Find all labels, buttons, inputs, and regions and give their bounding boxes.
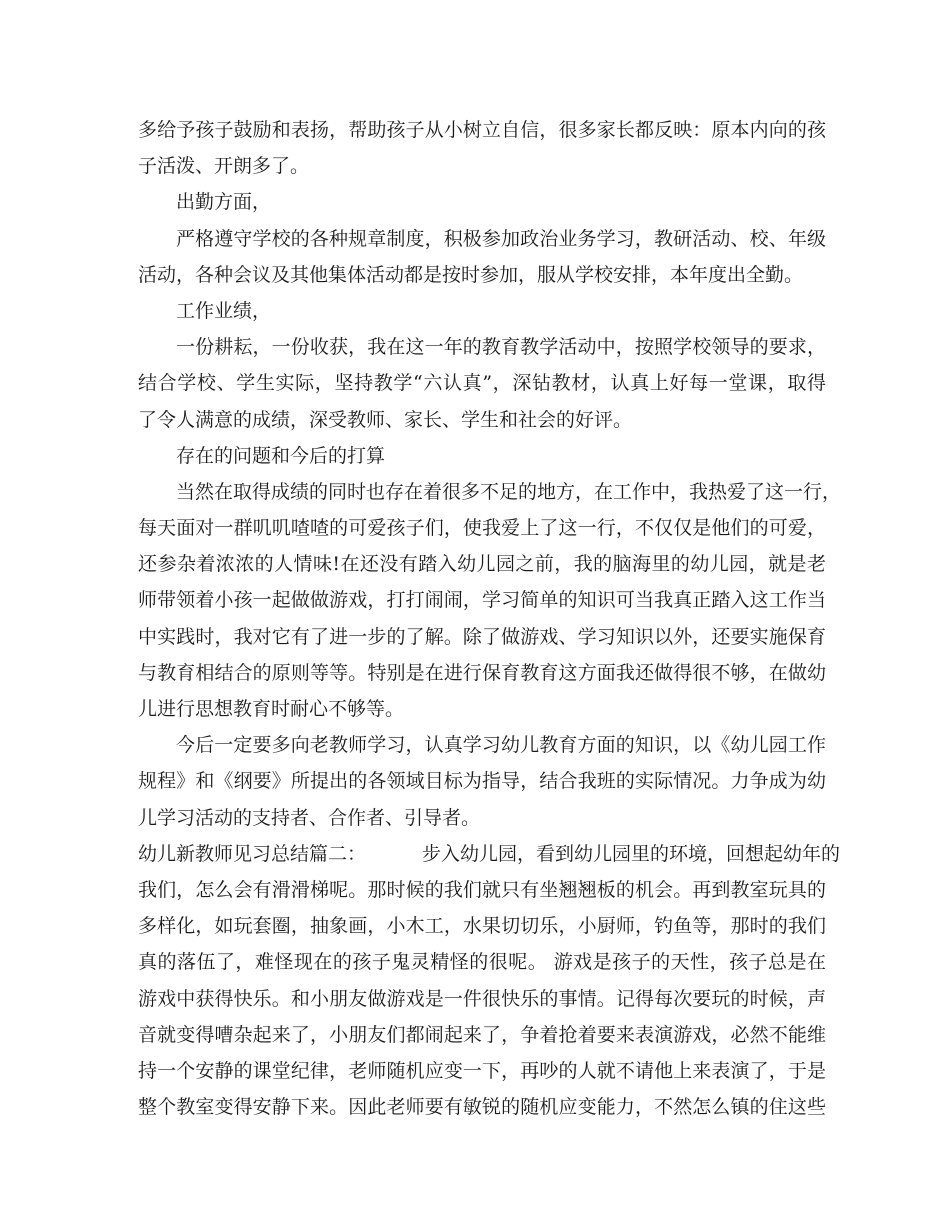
text-line: 整个教室变得安静下来。因此老师要有敏锐的随机应变能力，不然怎么镇的住这些 [138,1096,826,1119]
text-line: 子活泼、开朗多了。 [138,155,310,178]
text-line: 音就变得嘈杂起来了，小朋友们都闹起来了，争着抢着要来表演游戏，必然不能维 [138,1023,826,1046]
text-line: 中实践时，我对它有了进一步的了解。除了做游戏、学习知识以外，还要实施保育 [138,625,826,648]
text-line: 出勤方面， [176,191,272,214]
document-body [138,112,842,1125]
section-text: 步入幼儿园，看到幼儿园里的环境，回想起幼年的 [422,842,841,865]
text-line: 活动，各种会议及其他集体活动都是按时参加，服从学校安排，本年度出全勤。 [138,263,804,286]
text-line: 真的落伍了，难怪现在的孩子鬼灵精怪的很呢。 游戏是孩子的天性，孩子总是在 [138,951,826,974]
text-line: 当然在取得成绩的同时也存在着很多不足的地方，在工作中，我热爱了这一行， [176,480,842,503]
text-line: 持一个安静的课堂纪律，老师随机应变一下，再吵的人就不请他上来表演了，于是 [138,1059,826,1082]
text-line: 一份耕耘，一份收获，我在这一年的教育教学活动中，按照学校领导的要求， [176,336,826,359]
text-line: 儿进行思想教育时耐心不够等。 [138,698,405,720]
text-line: 还参杂着浓浓的人情味!在还没有踏入幼儿园之前，我的脑海里的幼儿园，就是老 [138,553,826,576]
text-line: 每天面对一群叽叽喳喳的可爱孩子们，使我爱上了这一行，不仅仅是他们的可爱， [138,517,826,540]
text-line: 了令人满意的成绩，深受教师、家长、学生和社会的好评。 [138,408,633,431]
text-line [138,836,841,872]
text-line: 结合学校、学生实际，坚持教学“六认真”，深钻教材，认真上好每一堂课，取得 [138,372,826,395]
text-line: 我们，怎么会有滑滑梯呢。那时候的我们就只有坐翘翘板的机会。再到教室玩具的 [138,878,826,901]
text-line: 与教育相结合的原则等等。特别是在进行保育教育这方面我还做得很不够，在做幼 [138,661,826,684]
text-line: 规程》和《纲要》所提出的各领域目标为指导，结合我班的实际情况。力争成为幼 [138,770,826,793]
text-line: 游戏中获得快乐。和小朋友做游戏是一件很快乐的事情。记得每次要玩的时候，声 [138,987,826,1010]
text-line: 存在的问题和今后的打算 [176,444,386,467]
text-line: 师带领着小孩一起做做游戏，打打闹闹，学习简单的知识可当我真正踏入这工作当 [138,589,826,612]
text-line: 严格遵守学校的各种规章制度，积极参加政治业务学习，教研活动、校、年级 [176,227,826,250]
section-heading: 幼儿新教师见习总结篇二： [138,842,367,865]
text-line: 多样化，如玩套圈，抽象画，小木工，水果切切乐，小厨师，钓鱼等，那时的我们 [138,915,826,938]
text-line: 儿学习活动的支持者、合作者、引导者。 [138,806,481,829]
text-line: 工作业绩， [176,299,272,322]
text-line: 今后一定要多向老教师学习，认真学习幼儿教育方面的知识，以《幼儿园工作 [176,734,826,757]
text-line: 多给予孩子鼓励和表扬，帮助孩子从小树立自信，很多家长都反映：原本内向的孩 [138,119,826,141]
